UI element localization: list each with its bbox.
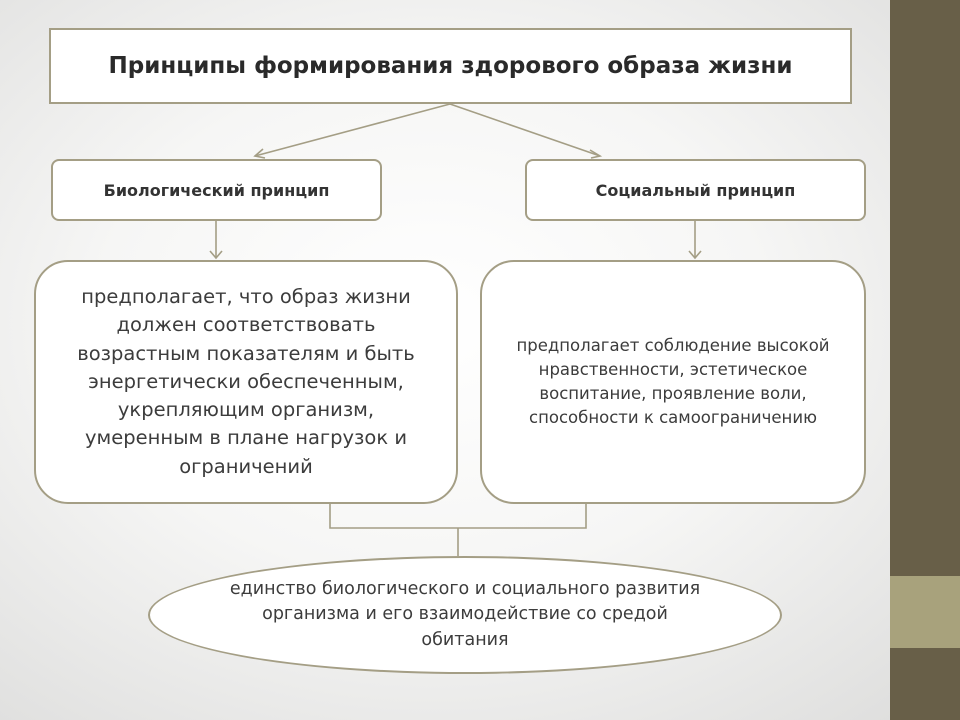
unity-ellipse: единство биологического и социального развития организма и его взаимодействие со средой обитания	[148, 556, 782, 674]
page-title: Принципы формирования здорового образа жизни	[49, 28, 852, 104]
arrow-title-to-social	[450, 104, 600, 156]
social-principle-box: Социальный принцип	[525, 159, 866, 221]
bracket	[330, 504, 586, 528]
arrow-title-to-biological	[255, 104, 450, 156]
biological-description: предполагает, что образ жизни должен соответствовать возрастным показателям и быть энергетически обеспеченным, укрепляющим организм, умеренным в плане нагрузок и ограничений	[34, 260, 458, 504]
biological-principle-box: Биологический принцип	[51, 159, 382, 221]
social-description: предполагает соблюдение высокой нравственности, эстетическое воспитание, проявление воли, способности к самоограничению	[480, 260, 866, 504]
